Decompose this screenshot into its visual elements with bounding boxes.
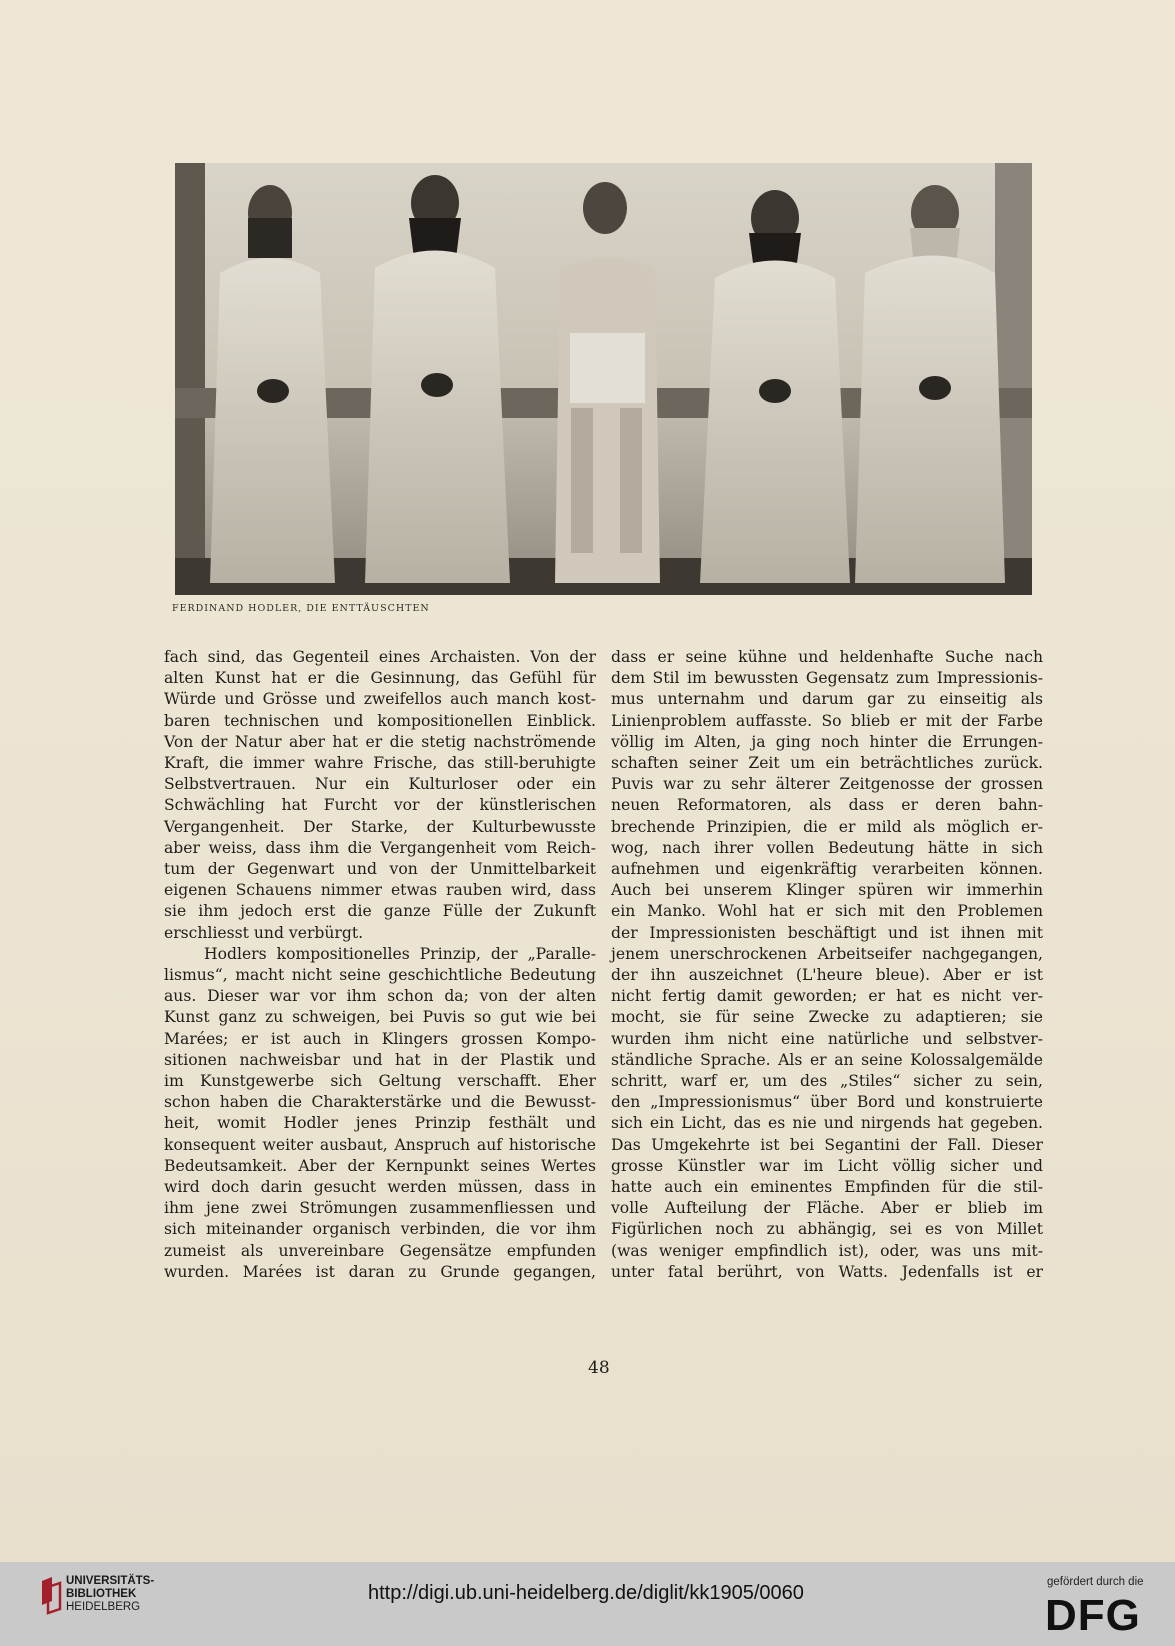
paragraph-2 [164,944,596,1283]
text-line: der ihn auszeichnet (L'heure bleue). Aber er ist [611,966,1043,985]
text-line: aber weiss, dass ihm die Vergangenheit vom Reich- [164,838,596,857]
text-line: sie ihm jedoch erst die ganze Fülle der Zukunft [164,902,596,921]
paragraph-3 [611,647,1043,1283]
text-line: Selbstvertrauen. Nur ein Kulturloser oder ein [164,775,596,794]
text-line: unter fatal berührt, von Watts. Jedenfalls ist er [611,1262,1043,1281]
library-name-line: BIBLIOTHEK [66,1588,137,1600]
text-line: volle Aufteilung der Fläche. Aber er blieb im [611,1199,1043,1218]
text-line: brechende Prinzipien, die er mild als möglich er- [611,817,1043,836]
text-line: im Kunstgewerbe sich Geltung verschafft. Eher [164,1072,596,1091]
text-line: ihm jene zwei Strömungen zusammenfliessen und [164,1199,596,1218]
paragraph-1 [164,647,596,944]
text-line: dass er seine kühne und heldenhafte Suche nach [611,648,1043,666]
text-line: Schwächling hat Furcht vor der künstlerischen [164,796,596,815]
text-line: mocht, sie für seine Zwecke zu adaptieren; sie [611,1008,1043,1027]
text-line: Bedeutsamkeit. Aber der Kernpunkt seines Wertes [164,1156,596,1175]
text-line: Würde und Grösse und zweifellos auch manch kost- [164,690,596,709]
text-line: Linienproblem auffasste. So blieb er mit der Farbe [611,711,1043,730]
page-number: 48 [588,1358,610,1378]
text-line: eigenen Schauens nimmer etwas rauben wird, dass [164,881,596,900]
text-line: völlig im Alten, ja ging noch hinter die Errungen- [611,732,1043,751]
painting-plate [175,163,1032,595]
text-line: Marées; er ist auch in Klingers grossen Kompo- [164,1029,596,1048]
text-line: schaften seiner Zeit um ein beträchtliches zurück. [611,754,1043,773]
text-line: Puvis war zu sehr älterer Zeitgenosse der grossen [611,775,1043,794]
text-line: Kunst ganz zu schweigen, bei Puvis so gut wie bei [164,1008,596,1027]
text-line: erschliesst und verbürgt. [164,923,364,942]
text-line: den „Impressionismus“ über Bord und konstruierte [611,1093,1043,1112]
text-line: Vergangenheit. Der Starke, der Kulturbewusste [164,817,596,836]
text-line: wog, nach ihrer vollen Bedeutung hätte in sich [611,838,1043,857]
text-line: sich miteinander organisch verbinden, die vor ihm [164,1220,596,1239]
text-line: schon haben die Charakterstärke und die Bewusst- [164,1093,596,1112]
left-text-column [164,647,596,1283]
text-line: mus unternahm und darum gar zu einseitig als [611,690,1043,709]
text-line: nicht fertig damit geworden; er hat es nicht ver- [611,987,1043,1006]
text-line: Von der Natur aber hat er die stetig nachströmende [164,732,596,751]
text-line: Hodlers kompositionelles Prinzip, der „Paralle- [204,944,596,963]
library-name[interactable] [66,1575,154,1614]
text-line: zumeist als unvereinbare Gegensätze empfunden [164,1241,596,1260]
text-line: neuen Reformatoren, als dass er deren bahn- [611,796,1043,815]
text-line: ständliche Sprache. Als er an seine Kolossalgemälde [611,1050,1043,1069]
text-line: grosse Künstler war im Licht völlig sicher und [611,1156,1043,1175]
figure-caption: FERDINAND HODLER, DIE ENTTÄUSCHTEN [172,603,430,614]
text-line: hatte auch ein eminentes Empfinden für die stil- [611,1178,1043,1197]
text-line: wurden. Marées ist daran zu Grunde gegangen, [164,1262,596,1281]
text-line: aus. Dieser war vor ihm schon da; von der alten [164,987,596,1006]
text-line: aufnehmen und eigenkräftig verarbeiten können. [611,860,1043,879]
text-line: baren technischen und kompositionellen Einblick. [164,711,596,730]
text-line: sich ein Licht, das es nie und nirgends hat gegeben. [611,1114,1043,1133]
text-line: heit, womit Hodler jenes Prinzip festhält und [164,1114,596,1133]
text-line: wird doch darin gesucht werden müssen, dass in [164,1178,596,1197]
text-line: (was weniger empfindlich ist), oder, was uns mit- [611,1241,1043,1260]
library-name-line: UNIVERSITÄTS- [66,1575,155,1587]
text-line: konsequent weiter ausbaut, Anspruch auf historische [164,1135,596,1154]
text-line: Das Umgekehrte ist bei Segantini der Fall. Dieser [611,1135,1043,1154]
text-line: dem Stil im bewussten Gegensatz zum Impressionis- [611,669,1043,688]
text-line: schritt, warf er, um des „Stiles“ sicher zu sein, [611,1072,1043,1091]
text-line: sitionen nachweisbar und hat in der Plastik und [164,1050,596,1069]
text-line: alten Kunst hat er die Gesinnung, das Gefühl für [164,669,596,688]
text-line: tum der Gegenwart und von der Unmittelbarkeit [164,860,596,879]
text-line: lismus“, macht nicht seine geschichtliche Bedeutung [164,966,596,985]
library-name-line: HEIDELBERG [66,1601,141,1613]
right-text-column [611,647,1043,1283]
funding-label: gefördert durch die [1047,1576,1144,1588]
permalink-url[interactable]: http://digi.ub.uni-heidelberg.de/diglit/kk1905/0060 [368,1582,804,1604]
text-line: Kraft, die immer wahre Frische, das still-beruhigte [164,754,596,773]
library-logo-icon[interactable] [38,1575,64,1615]
painting-image [175,163,1032,595]
text-line: der Impressionisten beschäftigt und ist ihnen mit [611,923,1043,942]
text-line: Figürlichen noch zu abhängig, sei es von Millet [611,1220,1043,1239]
text-line: wurden ihm nicht eine natürliche und selbstver- [611,1029,1043,1048]
text-line: Auch bei unserem Klinger spüren wir immerhin [611,881,1043,900]
text-line: ein Manko. Wohl hat er sich mit den Problemen [611,902,1043,921]
text-line: jenem unerschrockenen Arbeitseifer nachgegangen, [611,944,1043,963]
text-line: fach sind, das Gegenteil eines Archaisten. Von der [164,648,596,666]
dfg-logo[interactable]: DFG [1045,1591,1141,1640]
